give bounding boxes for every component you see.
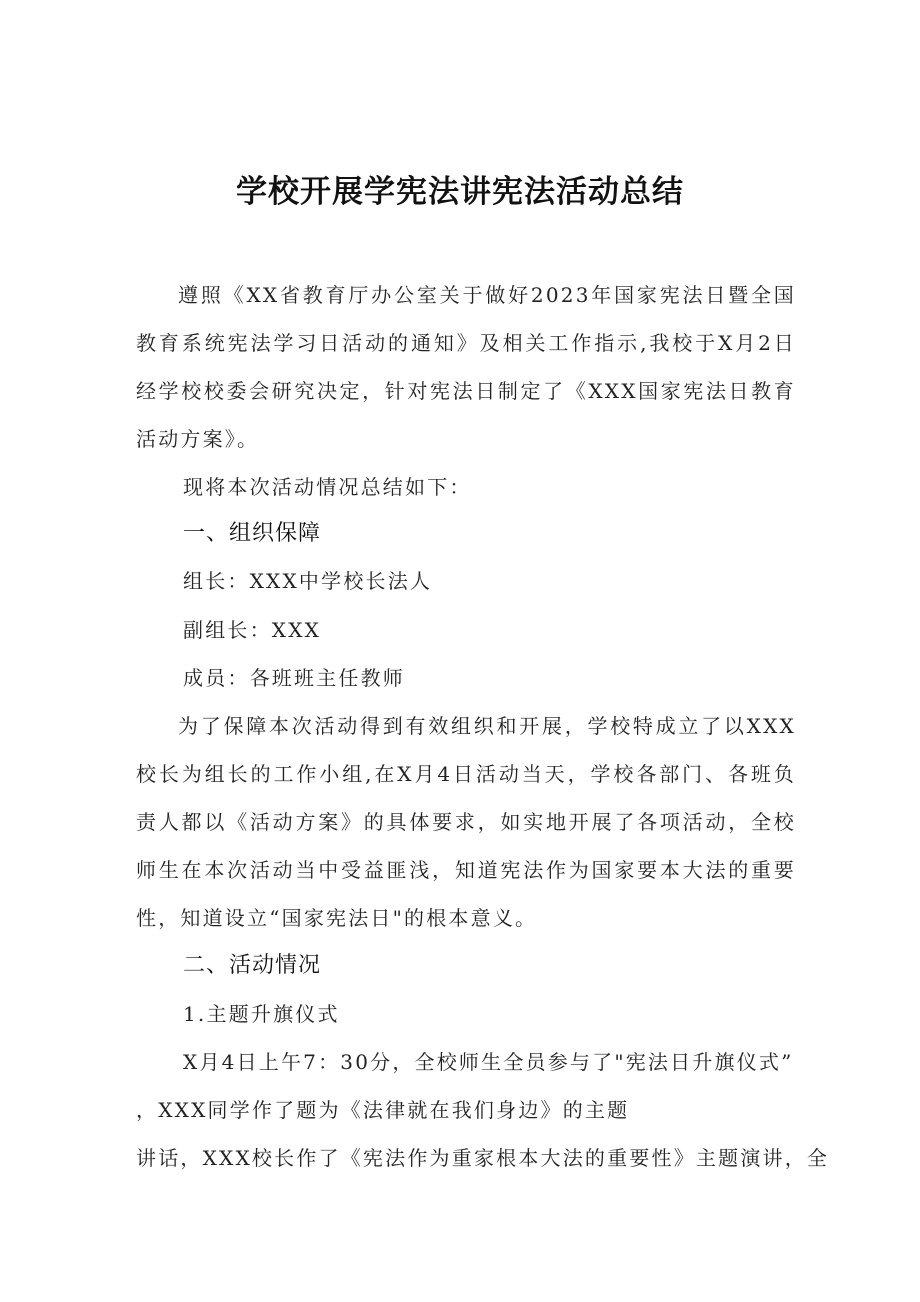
leader-line: 组长：XXX中学校长法人: [183, 569, 433, 593]
flag-ceremony-text-line-3: 讲话，XXX校长作了《宪法作为重家根本大法的重要性》主题演讲，全: [136, 1146, 830, 1170]
deputy-leader-line: 副组长：XXX: [183, 618, 322, 642]
section-heading-organization: 一、组织保障: [183, 521, 322, 546]
summary-lead: 现将本次活动情况总结如下：: [183, 475, 472, 499]
intro-paragraph: 遵照《XX省教育厅办公室关于做好2023年国家宪法日暨全国教育系统宪法学习日活动的通知》及相关工作指示,我校于X月2日经学校校委会研究决定，针对宪法日制定了《XXX国家宪法日教育活动方案》。: [136, 283, 796, 451]
document-title: 学校开展学宪法讲宪法活动总结: [236, 174, 684, 210]
members-line: 成员：各班班主任教师: [183, 666, 405, 690]
flag-ceremony-text-line-1: X月4日上午7：30分，全校师生全员参与了"宪法日升旗仪式”: [183, 1050, 794, 1074]
organization-paragraph: 为了保障本次活动得到有效组织和开展，学校特成立了以XXX校长为组长的工作小组,在X月4日活动当天，学校各部门、各班负责人都以《活动方案》的具体要求，如实地开展了各项活动，全校师生在本次活动当中受益匪浅，知道宪法作为国家要本大法的重要性，知道设立“国家宪法日"的根本意义。: [136, 714, 796, 930]
flag-ceremony-text-line-2: ，XXX同学作了题为《法律就在我们身边》的主题: [136, 1098, 630, 1122]
item-title-flag-ceremony: 1.主题升旗仪式: [183, 1002, 340, 1026]
section-heading-activities: 二、活动情况: [183, 953, 322, 978]
